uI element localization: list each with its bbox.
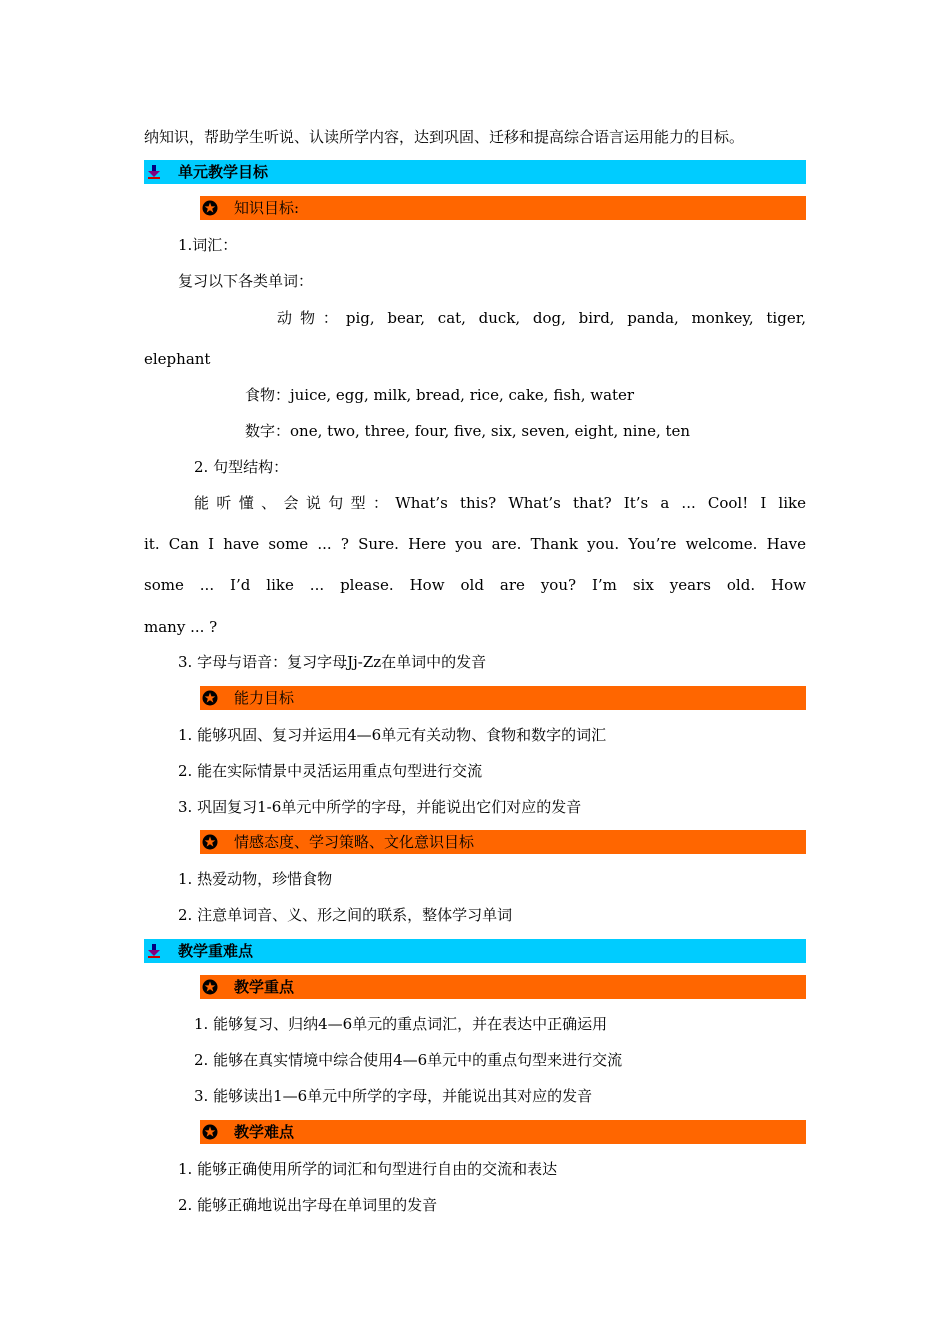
list-item: 1. 能够复习、归纳4—6单元的重点词汇，并在表达中正确运用 [194, 1015, 608, 1033]
phonics-line: 3. 字母与语音：复习字母Jj-Zz在单词中的发音 [178, 653, 487, 671]
subsection-header-knowledge [200, 196, 806, 220]
list-item: 1. 热爱动物，珍惜食物 [178, 870, 333, 888]
subsection-header-attitude [200, 830, 806, 854]
subsection-header-ability [200, 686, 806, 710]
star-circle-icon [202, 200, 218, 216]
subsection-title: 知识目标: [234, 199, 300, 217]
list-item: 1. 能够正确使用所学的词汇和句型进行自由的交流和表达 [178, 1160, 558, 1178]
subsection-title: 教学重点 [234, 978, 295, 996]
sentence-heading: 2. 句型结构： [194, 458, 289, 476]
section-title: 单元教学目标 [178, 163, 269, 181]
list-item: 2. 能在实际情景中灵活运用重点句型进行交流 [178, 762, 483, 780]
subsection-title: 能力目标 [234, 689, 295, 707]
sentence-line: 能听懂、会说句型：What’s this? What’s that? It’s a ... Cool! I like [194, 494, 806, 512]
animals-line-cont: elephant [144, 350, 211, 368]
star-circle-icon [202, 1124, 218, 1140]
list-item: 1. 能够巩固、复习并运用4—6单元有关动物、食物和数字的词汇 [178, 726, 607, 744]
animals-line: 动物：pig, bear, cat, duck, dog, bird, panda, monkey, tiger, [277, 309, 806, 327]
down-arrow-icon [147, 944, 161, 958]
sentence-line: many ... ? [144, 618, 218, 636]
list-item: 2. 能够正确地说出字母在单词里的发音 [178, 1196, 438, 1214]
vocab-heading: 1.词汇： [178, 236, 238, 254]
sentence-line: some ... I’d like ... please. How old are you? I’m six years old. How [144, 576, 806, 594]
list-item: 2. 注意单词音、义、形之间的联系，整体学习单词 [178, 906, 513, 924]
subsection-header-difficulty [200, 1120, 806, 1144]
list-item: 3. 能够读出1—6单元中所学的字母，并能说出其对应的发音 [194, 1087, 593, 1105]
subsection-title: 情感态度、学习策略、文化意识目标 [234, 833, 475, 851]
star-circle-icon [202, 834, 218, 850]
section-title: 教学重难点 [178, 942, 254, 960]
subsection-header-focus [200, 975, 806, 999]
sentence-line: it. Can I have some ... ? Sure. Here you are. Thank you. You’re welcome. Have [144, 535, 806, 553]
star-circle-icon [202, 690, 218, 706]
numbers-line: 数字：one, two, three, four, five, six, seven, eight, nine, ten [245, 422, 691, 440]
down-arrow-icon [147, 165, 161, 179]
list-item: 3. 巩固复习1-6单元中所学的字母，并能说出它们对应的发音 [178, 798, 582, 816]
section-header-unit-goals [144, 160, 806, 184]
subsection-title: 教学难点 [234, 1123, 295, 1141]
intro-line: 纳知识，帮助学生听说、认读所学内容，达到巩固、迁移和提高综合语言运用能力的目标。 [144, 128, 745, 146]
star-circle-icon [202, 979, 218, 995]
list-item: 2. 能够在真实情境中综合使用4—6单元中的重点句型来进行交流 [194, 1051, 623, 1069]
section-header-key-points [144, 939, 806, 963]
food-line: 食物：juice, egg, milk, bread, rice, cake, fish, water [245, 386, 635, 404]
vocab-intro: 复习以下各类单词： [178, 272, 314, 290]
